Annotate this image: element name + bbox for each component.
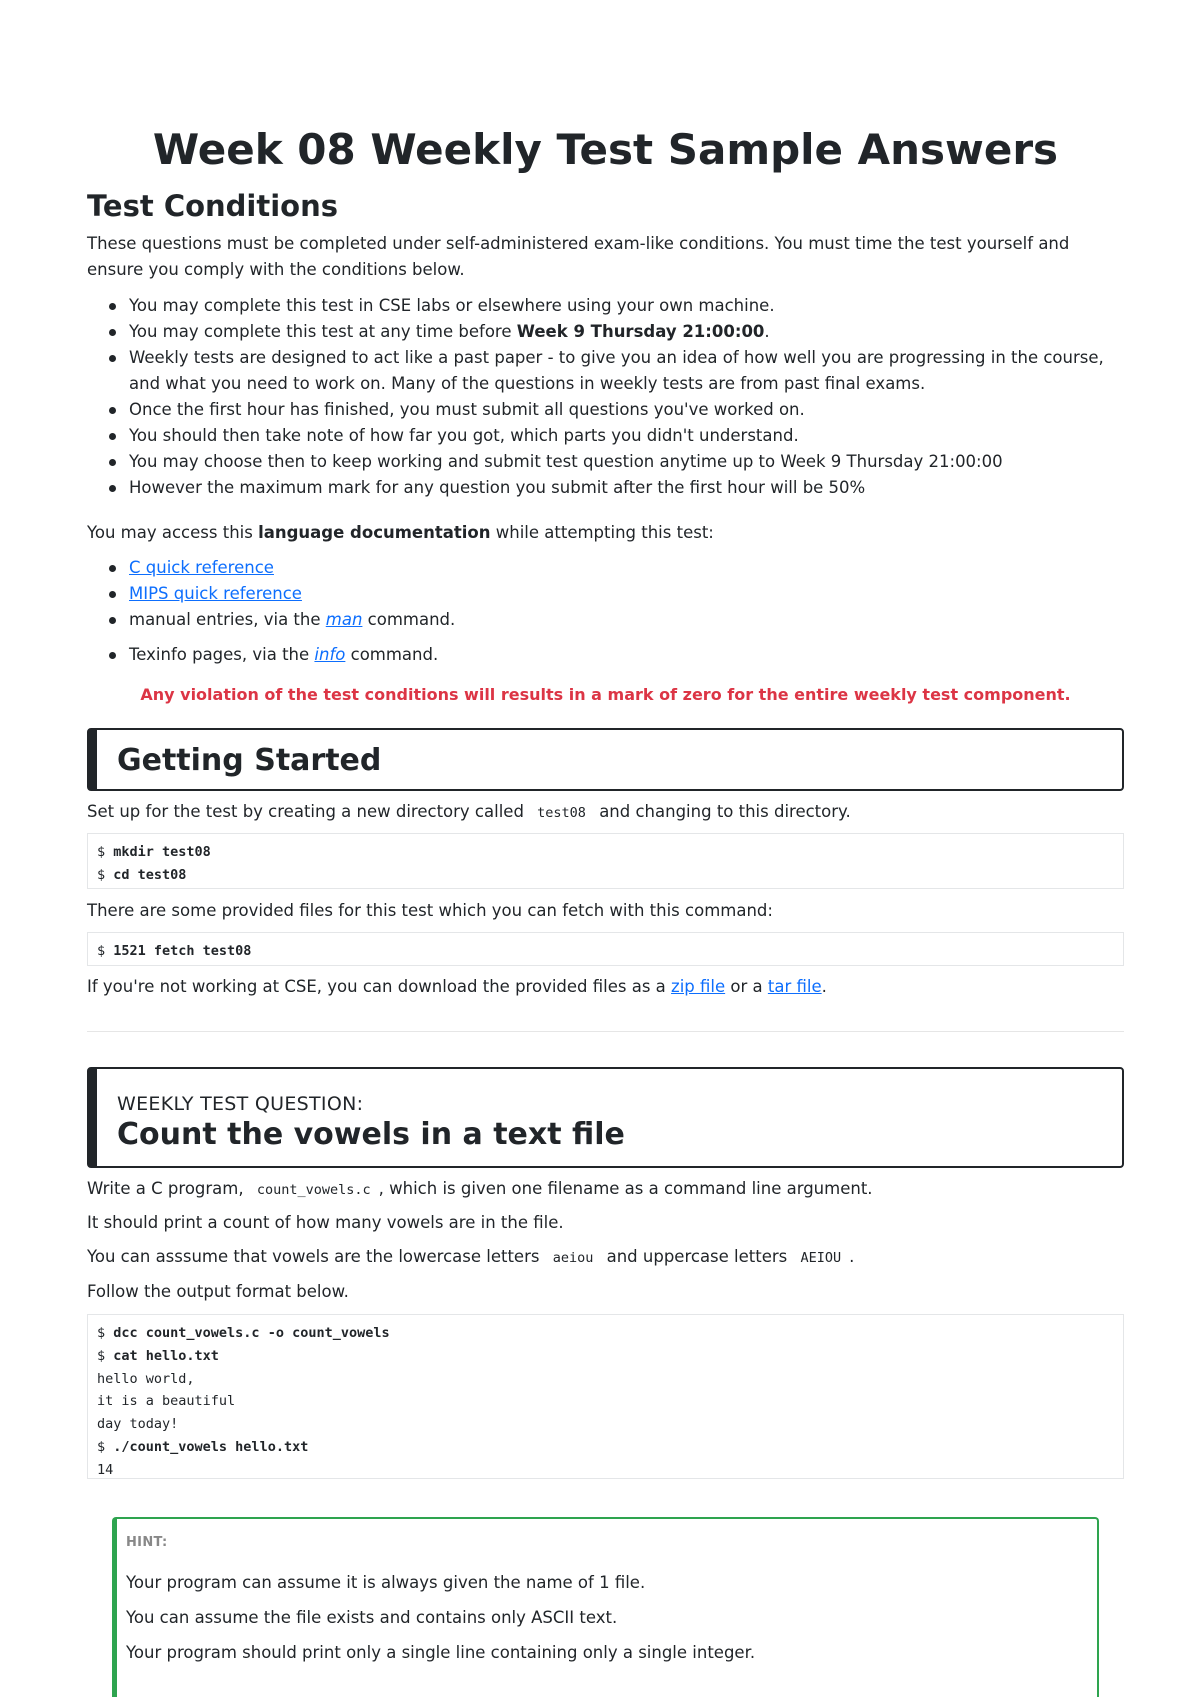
hint-line: Your program should print only a single line containing only a single integer. bbox=[126, 1643, 756, 1663]
list-item: manual entries, via the man command. bbox=[129, 607, 1124, 633]
download-instructions: If you're not working at CSE, you can download the provided files as a zip file or a tar file. bbox=[87, 977, 827, 996]
inline-code: aeiou bbox=[552, 1250, 594, 1266]
hint-box bbox=[112, 1517, 1099, 1697]
getting-started-box bbox=[87, 728, 1124, 791]
question-heading: Count the vowels in a text file bbox=[117, 1117, 625, 1152]
question-follow-format: Follow the output format below. bbox=[87, 1282, 349, 1301]
question-print-line: It should print a count of how many vowels are in the file. bbox=[87, 1213, 564, 1232]
mips-quick-reference-link[interactable]: MIPS quick reference bbox=[129, 584, 302, 603]
fetch-instructions: There are some provided files for this test which you can fetch with this command: bbox=[87, 901, 773, 920]
tar-file-link[interactable]: tar file bbox=[767, 977, 822, 996]
documentation-list bbox=[87, 555, 1124, 668]
inline-code: AEIOU bbox=[800, 1250, 842, 1266]
list-item: Once the first hour has finished, you must submit all questions you've worked on. bbox=[129, 397, 1124, 423]
violation-warning: Any violation of the test conditions will results in a mark of zero for the entire weekly test component. bbox=[140, 685, 1071, 704]
getting-started-heading: Getting Started bbox=[117, 743, 382, 778]
list-item: Weekly tests are designed to act like a past paper - to give you an idea of how well you are progressing in the course, and what you need to work on. Many of the questions in weekly tests are from past final exams. bbox=[129, 345, 1124, 397]
documentation-intro: You may access this language documentation while attempting this test: bbox=[87, 523, 714, 542]
question-box bbox=[87, 1067, 1124, 1168]
test-conditions-heading: Test Conditions bbox=[87, 189, 339, 223]
list-item: You may choose then to keep working and submit test question anytime up to Week 9 Thursday 21:00:00 bbox=[129, 449, 1124, 475]
c-quick-reference-link[interactable]: C quick reference bbox=[129, 558, 274, 577]
info-link[interactable]: info bbox=[314, 645, 346, 664]
question-kicker: WEEKLY TEST QUESTION: bbox=[117, 1093, 364, 1115]
inline-code: count_vowels.c bbox=[256, 1182, 371, 1198]
setup-code-block: $ mkdir test08 $ cd test08 bbox=[87, 833, 1124, 889]
list-item bbox=[129, 581, 1124, 607]
list-item: You may complete this test in CSE labs or elsewhere using your own machine. bbox=[129, 293, 1124, 319]
fetch-code-block: $ 1521 fetch test08 bbox=[87, 932, 1124, 966]
section-divider bbox=[87, 1031, 1124, 1032]
example-code-block: $ dcc count_vowels.c -o count_vowels $ cat hello.txt hello world, it is a beautiful day today! $ ./count_vowels hello.txt 14 bbox=[87, 1314, 1124, 1479]
hint-line: You can assume the file exists and contains only ASCII text. bbox=[126, 1608, 618, 1628]
hint-label: HINT: bbox=[126, 1535, 168, 1550]
question-vowel-assumption: You can asssume that vowels are the lowercase letters aeiou and uppercase letters AEIOU . bbox=[87, 1247, 855, 1266]
hint-line: Your program can assume it is always given the name of 1 file. bbox=[126, 1573, 646, 1593]
list-item: However the maximum mark for any question you submit after the first hour will be 50% bbox=[129, 475, 1124, 501]
setup-instructions: Set up for the test by creating a new directory called test08 and changing to this directory. bbox=[87, 802, 851, 821]
conditions-list bbox=[87, 293, 1124, 501]
man-link[interactable]: man bbox=[325, 610, 363, 629]
question-description: Write a C program, count_vowels.c , which is given one filename as a command line argument. bbox=[87, 1179, 873, 1198]
zip-file-link[interactable]: zip file bbox=[671, 977, 726, 996]
list-item bbox=[129, 555, 1124, 581]
list-item: Texinfo pages, via the info command. bbox=[129, 642, 1124, 668]
list-item: You may complete this test at any time before Week 9 Thursday 21:00:00. bbox=[129, 319, 1124, 345]
inline-code: test08 bbox=[537, 805, 586, 821]
page-title: Week 08 Weekly Test Sample Answers bbox=[152, 125, 1059, 174]
test-conditions-intro: These questions must be completed under self-administered exam-like conditions. You must time the test yourself and ensure you comply with the conditions below. bbox=[87, 234, 1070, 279]
deadline-text: Week 9 Thursday 21:00:00 bbox=[516, 322, 765, 341]
list-item: You should then take note of how far you got, which parts you didn't understand. bbox=[129, 423, 1124, 449]
